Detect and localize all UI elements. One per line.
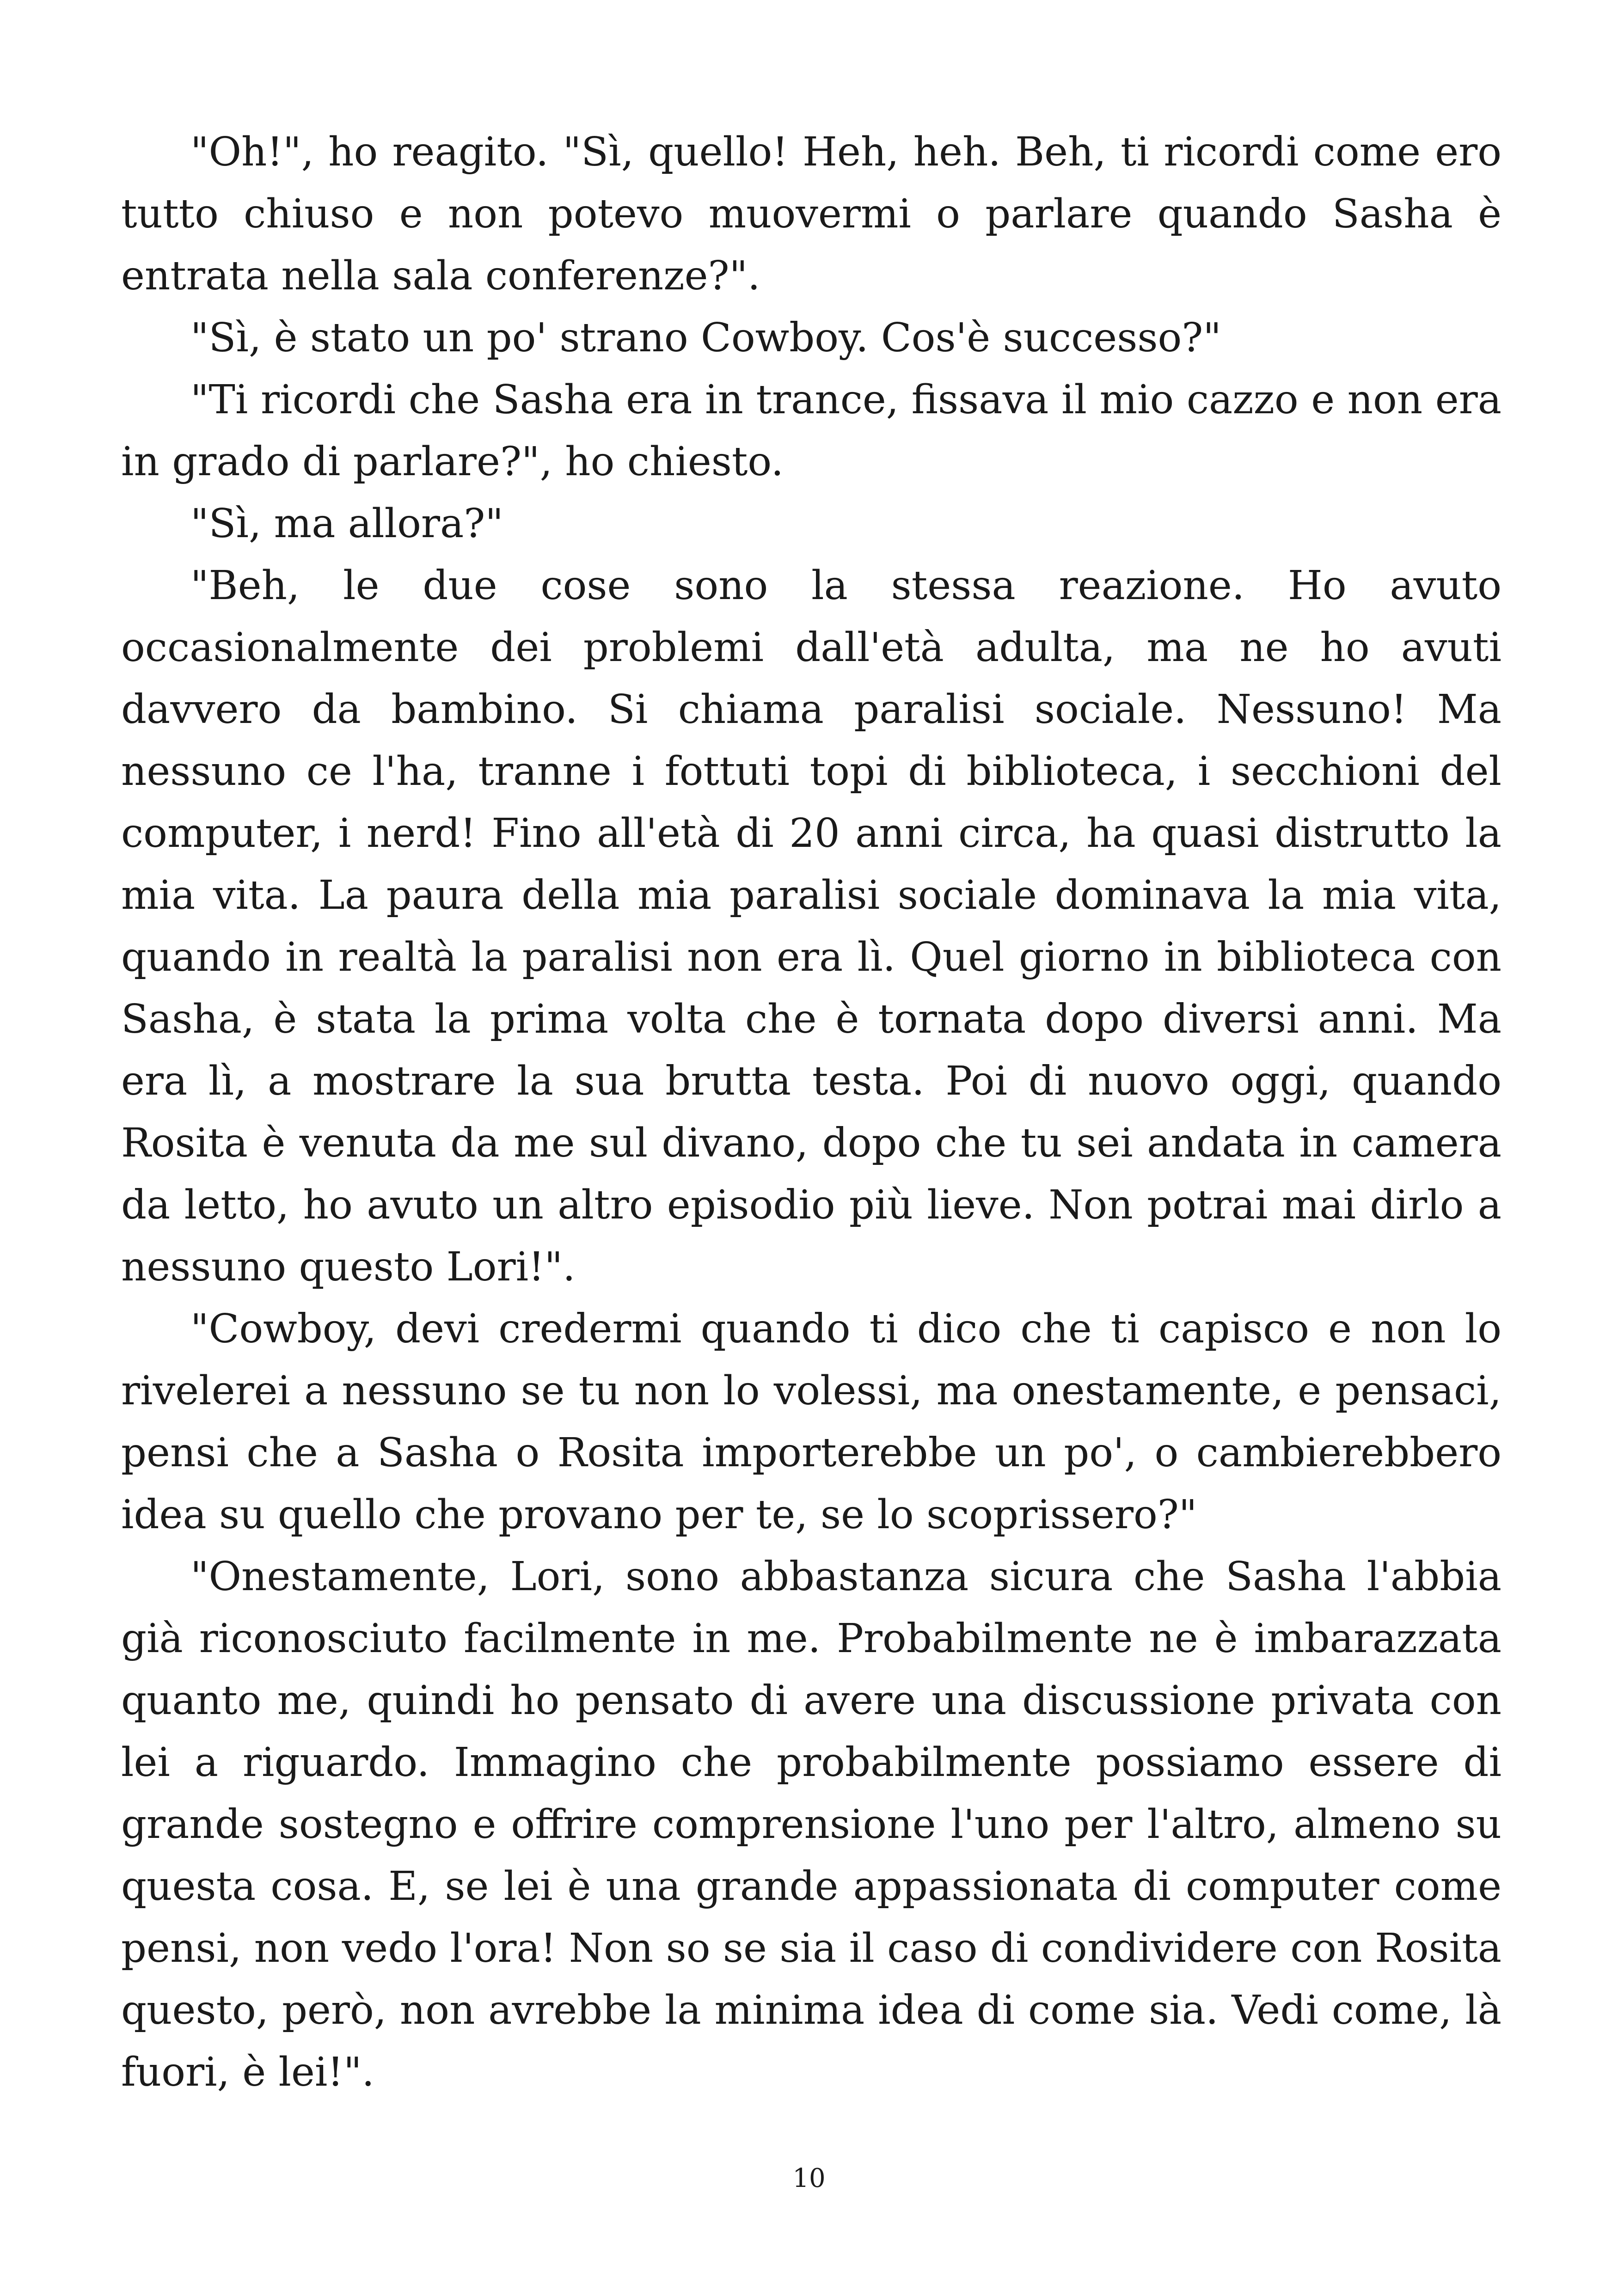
paragraph: "Oh!", ho reagito. "Sì, quello! Heh, heh. Beh, ti ricordi come ero tutto chiuso e non potevo muovermi o parlare quando Sasha è entrata nella sala conferenze?". bbox=[121, 129, 1502, 299]
paragraph: "Sì, è stato un po' strano Cowboy. Cos'è successo?" bbox=[190, 315, 1221, 361]
paragraph: "Sì, ma allora?" bbox=[190, 501, 503, 547]
paragraph: "Beh, le due cose sono la stessa reazione. Ho avuto occasionalmente dei problemi dall'età adulta, ma ne ho avuti davvero da bambino. Si chiama paralisi sociale. Nessuno! Ma nessuno ce l'ha, tranne i fottuti topi di biblioteca, i secchioni del computer, i nerd! Fino all'età di 20 anni circa, ha quasi distrutto la mia vita. La paura della mia paralisi sociale dominava la mia vita, quando in realtà la paralisi non era lì. Quel giorno in biblioteca con Sasha, è stata la prima volta che è tornata dopo diversi anni. Ma era lì, a mostrare la sua brutta testa. Poi di nuovo oggi, quando Rosita è venuta da me sul divano, dopo che tu sei andata in camera da letto, ho avuto un altro episodio più lieve. Non potrai mai dirlo a nessuno questo Lori!". bbox=[121, 563, 1502, 1290]
paragraph: "Ti ricordi che Sasha era in trance, fissava il mio cazzo e non era in grado di parlare?", ho chiesto. bbox=[121, 377, 1502, 485]
paragraph: "Cowboy, devi credermi quando ti dico che ti capisco e non lo rivelerei a nessuno se tu non lo volessi, ma onestamente, e pensaci, pensi che a Sasha o Rosita importerebbe un po', o cambierebbero idea su quello che provano per te, se lo scoprissero?" bbox=[121, 1306, 1502, 1538]
paragraph: "Onestamente, Lori, sono abbastanza sicura che Sasha l'abbia già riconosciuto facilmente in me. Probabilmente ne è imbarazzata quanto me, quindi ho pensato di avere una discussione privata con lei a riguardo. Immagino che probabilmente possiamo essere di grande sostegno e offrire comprensione l'uno per l'altro, almeno su questa cosa. E, se lei è una grande appassionata di computer come pensi, non vedo l'ora! Non so se sia il caso di condividere con Rosita questo, però, non avrebbe la minima idea di come sia. Vedi come, là fuori, è lei!". bbox=[121, 1554, 1502, 2095]
page-number: 10 bbox=[792, 2163, 826, 2193]
document-page-body bbox=[121, 121, 1502, 2103]
